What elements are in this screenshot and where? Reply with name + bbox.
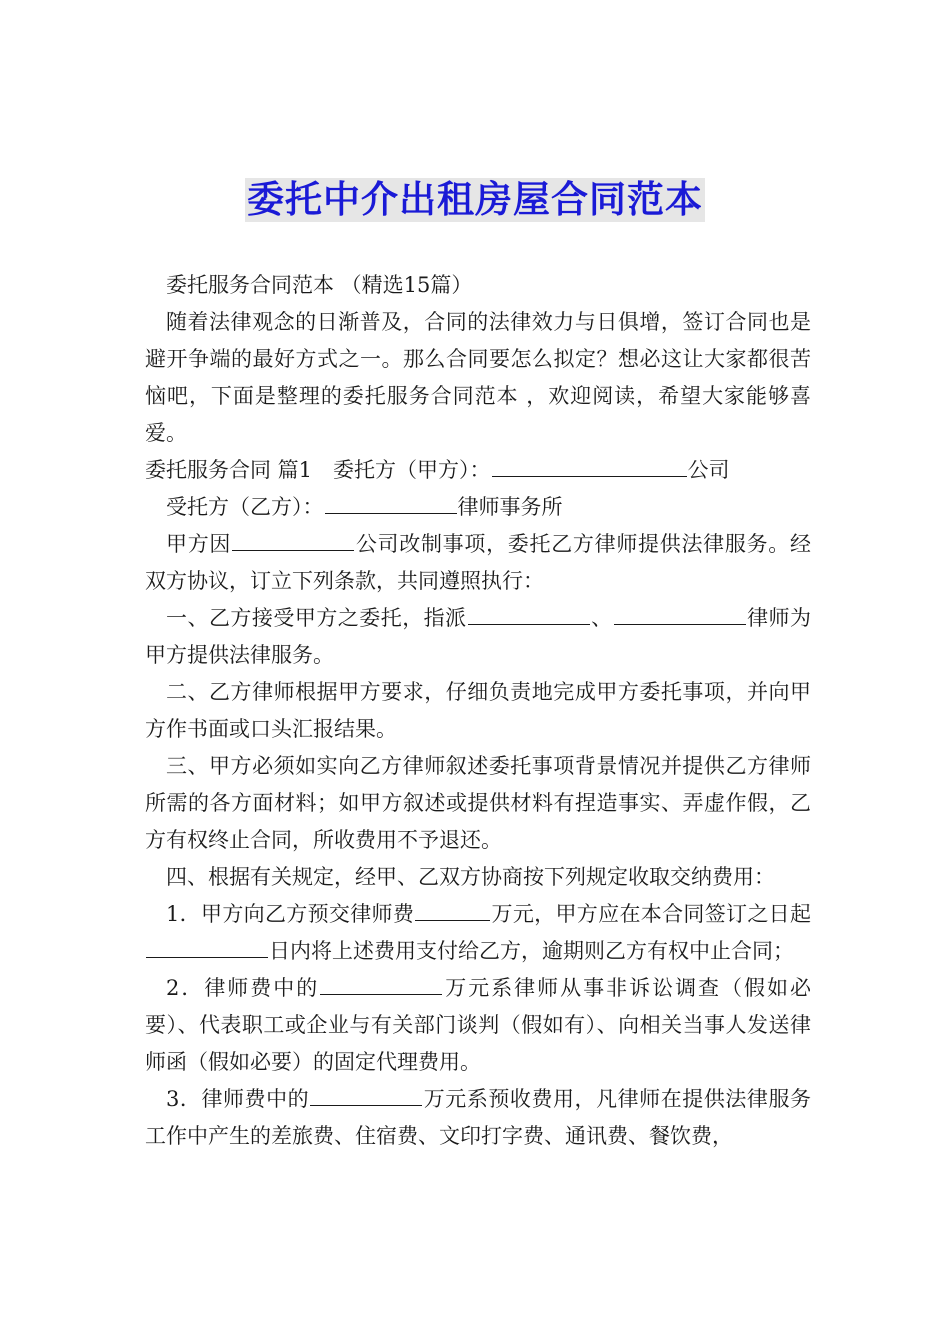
party-a-prefix: 委托服务合同 篇1 委托方（甲方）： (145, 458, 491, 482)
clause-1 (145, 600, 811, 674)
party-b-blank (325, 491, 457, 514)
clause-4-text: 四、根据有关规定，经甲、乙双方协商按下列规定收取交纳费用： (166, 865, 775, 889)
item-2-blank (320, 972, 442, 995)
clause-4 (145, 859, 811, 896)
party-b-suffix: 律师事务所 (457, 495, 563, 519)
cause-prefix: 甲方因 (166, 532, 232, 556)
item-1-prefix: 1．甲方向乙方预交律师费 (166, 902, 415, 926)
item-3-prefix: 3．律师费中的 (166, 1087, 310, 1111)
party-a-line (145, 452, 811, 489)
clause-1-blank-b (614, 602, 746, 625)
party-b-line (145, 489, 811, 526)
subtitle-paragraph (145, 267, 811, 304)
clause-1-mid: 、 (590, 606, 613, 630)
intro-paragraph (145, 304, 811, 452)
subtitle-text: 委托服务合同范本 （精选15篇） (166, 273, 473, 297)
item-2 (145, 970, 811, 1081)
document-title: 委托中介出租房屋合同范本 (247, 178, 703, 221)
item-1-suffix: 日内将上述费用支付给乙方，逾期则乙方有权中止合同； (269, 939, 794, 963)
document-body (145, 267, 811, 1155)
cause-suffix: 公司改制事项，委托乙方律师提供法律服务。经双方协议，订立下列条款，共同遵照执行： (145, 532, 811, 593)
party-a-blank (492, 454, 687, 477)
clause-3-text: 三、甲方必须如实向乙方律师叙述委托事项背景情况并提供乙方律师所需的各方面材料；如甲方叙述或提供材料有捏造事实、弄虚作假，乙方有权终止合同，所收费用不予退还。 (145, 754, 811, 852)
cause-blank (232, 528, 354, 551)
item-2-prefix: 2．律师费中的 (166, 976, 320, 1000)
item-1-blank-days (146, 935, 268, 958)
clause-1-blank-a (468, 602, 590, 625)
party-a-suffix: 公司 (687, 458, 730, 482)
item-3-blank (310, 1083, 422, 1106)
item-2-suffix: 万元系律师从事非诉讼调查（假如必要）、代表职工或企业与有关部门谈判（假如有）、向相关当事人发送律师函（假如必要）的固定代理费用。 (145, 976, 811, 1074)
clause-2-text: 二、乙方律师根据甲方要求，仔细负责地完成甲方委托事项，并向甲方作书面或口头汇报结果。 (145, 680, 811, 741)
item-1-blank-amount (415, 898, 490, 921)
item-3-suffix: 万元系预收费用，凡律师在提供法律服务工作中产生的差旅费、住宿费、文印打字费、通讯费、餐饮费， (145, 1087, 811, 1148)
clause-3 (145, 748, 811, 859)
clause-1-suffix: 律师为甲方提供法律服务。 (145, 606, 812, 667)
party-b-prefix: 受托方（乙方）： (166, 495, 324, 519)
intro-text: 随着法律观念的日渐普及，合同的法律效力与日俱增，签订合同也是避开争端的最好方式之一。那么合同要怎么拟定？想必这让大家都很苦恼吧，下面是整理的委托服务合同范本 ，欢迎阅读，希望大家能够喜爱。 (145, 310, 811, 445)
item-1-mid: 万元，甲方应在本合同签订之日起 (491, 902, 811, 926)
item-3 (145, 1081, 811, 1155)
clause-1-prefix: 一、乙方接受甲方之委托，指派 (166, 606, 467, 630)
title-container (0, 178, 950, 222)
clause-2 (145, 674, 811, 748)
cause-paragraph (145, 526, 811, 600)
item-1 (145, 896, 811, 970)
